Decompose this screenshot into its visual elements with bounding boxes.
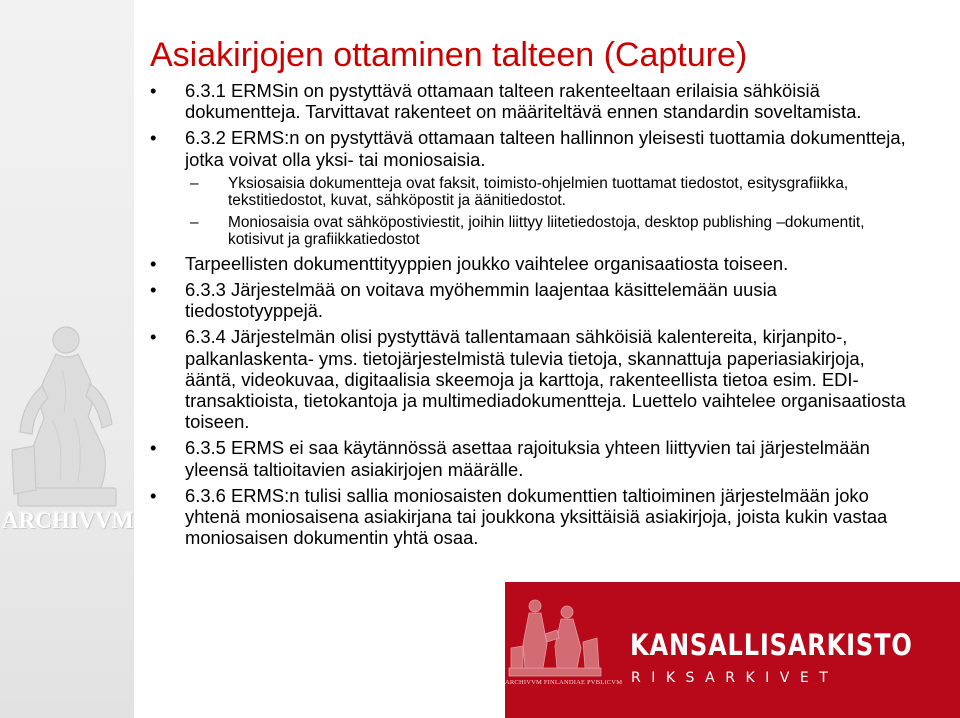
sub-bullet-text: Yksiosaisia dokumentteja ovat faksit, toimisto-ohjelmien tuottamat tiedostot, esitysgrafiikka, tekstitiedostot, kuvat, sähköpostit ja äänitiedostot. xyxy=(228,174,849,210)
slide-title: Asiakirjojen ottaminen talteen (Capture) xyxy=(150,36,748,74)
bullet-text: 6.3.1 ERMSin on pystyttävä ottamaan talteen rakenteeltaan erilaisia sähköisiä dokumentteja. Tarvittavat rakenteet on määriteltävä ennen standardin soveltamista. xyxy=(185,80,862,123)
sidebar-label: ARCHIVVM xyxy=(2,508,134,533)
sub-bullet-marker: – xyxy=(190,174,199,192)
bullet-item xyxy=(150,326,910,432)
archive-relief-image xyxy=(505,582,623,718)
bullet-item xyxy=(150,253,910,274)
footer-motto: ARCHIVVM FINLANDIAE PVBLICVM xyxy=(505,679,623,686)
bullet-text: 6.3.5 ERMS ei saa käytännössä asettaa rajoituksia yhteen liittyvien tai järjestelmään yleensä taltioitavien asiakirjojen määrälle. xyxy=(185,437,870,480)
bullet-list xyxy=(150,80,910,548)
archive-statue-image xyxy=(4,300,130,512)
bullet-marker: • xyxy=(150,437,157,459)
sub-bullet-text: Moniosaisia ovat sähköpostiviestit, joihin liittyy liitetiedostoja, desktop publishing –dokumentit, kotisivut ja grafiikkatiedostot xyxy=(228,213,865,249)
bullet-text: 6.3.3 Järjestelmää on voitava myöhemmin laajentaa käsittelemään uusia tiedostotyyppejä. xyxy=(185,279,777,322)
sub-bullet-item xyxy=(150,175,910,210)
bullet-marker: • xyxy=(150,484,157,506)
bullet-marker: • xyxy=(150,252,157,274)
bullet-text: 6.3.6 ERMS:n tulisi sallia moniosaisten dokumenttien taltioiminen järjestelmään joko yhtenä moniosaisena asiakirjana tai joukkona yksittäisiä asiakirjoja, joista kukin vastaa moniosaisen dokumentin yhtä osaa. xyxy=(185,484,888,549)
org-name-logo: KANSALLISARKISTO xyxy=(630,628,913,662)
sub-bullet-marker: – xyxy=(190,213,199,231)
bullet-item xyxy=(150,279,910,321)
slide-content xyxy=(150,80,910,553)
bullet-marker: • xyxy=(150,326,157,348)
bullet-text: 6.3.2 ERMS:n on pystyttävä ottamaan talteen hallinnon yleisesti tuottamia dokumentteja, jotka voivat olla yksi- tai moniosaisia. xyxy=(185,127,906,170)
bullet-text: Tarpeellisten dokumenttityyppien joukko vaihtelee organisaatiosta toiseen. xyxy=(185,252,789,274)
bullet-marker: • xyxy=(150,127,157,149)
sidebar-panel xyxy=(0,0,134,718)
bullet-item xyxy=(150,485,910,549)
bullet-text: 6.3.4 Järjestelmän olisi pystyttävä tallentamaan sähköisiä kalentereita, kirjanpito-, palkanlaskenta- yms. tietojärjestelmistä tulevia tietoja, skannattuja paperiasiakirjoja, ääntä, videokuvaa, digitaalisia skeemoja ja karttoja, rakenteellista tietoa esim. EDI-transaktioista, tietokantoja ja multimediadokumentteja. Luettelo vaihtelee organisaatiosta toiseen. xyxy=(185,326,906,433)
sub-bullet-item xyxy=(150,214,910,249)
bullet-item xyxy=(150,80,910,122)
footer-banner xyxy=(505,582,960,718)
bullet-marker: • xyxy=(150,279,157,301)
org-subtitle-logo: RIKSARKIVET xyxy=(631,670,839,686)
bullet-item xyxy=(150,437,910,479)
bullet-item xyxy=(150,127,910,169)
bullet-marker: • xyxy=(150,80,157,101)
